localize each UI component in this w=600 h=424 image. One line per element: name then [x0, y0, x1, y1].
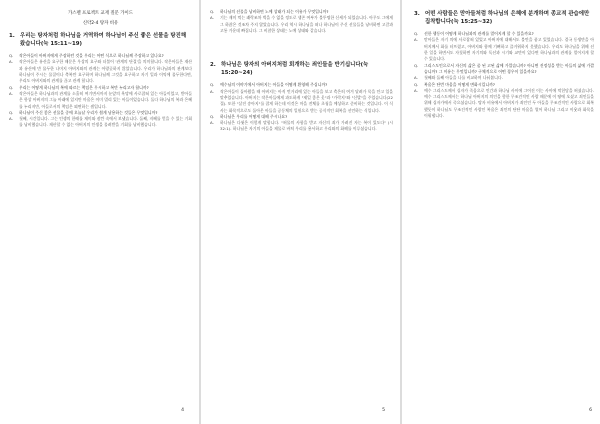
answer-text: 하나님은 다윗은 이렇게 말합니다. "허물의 사함을 받고 자신의 죄가 가려진 자는 복이 있도다" (시 32:1). 하나님은 자기의 아들을 제물로 바쳐 우리를 용서하고 우리와의 화해를 이루셨습니다.: [220, 120, 393, 132]
guide-title: 가스펠 프로젝트 교재 질문 가이드: [68, 11, 133, 16]
page-5-content: [210, 9, 393, 133]
question-text: 하나님은 우리를 어떻게 대해 주시나요?: [220, 113, 288, 119]
answer-item: [9, 116, 192, 129]
answer-marker: A.: [9, 90, 13, 96]
answer-item: [414, 88, 594, 119]
section-number: 3.: [414, 11, 420, 17]
question-text: 하나님의 선물을 낭비하면 노예 상태가 되는 이유가 무엇입니까?: [220, 9, 329, 14]
answer-item: [9, 91, 192, 110]
section-heading-2: [210, 62, 393, 77]
page-6: [402, 0, 600, 424]
answer-marker: A.: [210, 88, 214, 94]
page-6-content: [414, 9, 594, 119]
section-heading-3: [414, 11, 594, 26]
answer-text: 예수 그리스도께서 십자가 죽음으로 인간과 하나님 사이에 그어진 이는 사이에 막힌담을 허셨습니다. 예수 그리스도께서는 하나님 아버지의 의인을 향한 무조건적인 사랑 때문에 이 땅에 오셨고 죄인들을 위해 십자가에서 죽으셨습니다. 탕자 비유에서 아버지가 죄인인 두 아들을 무조건적인 사랑으로 회복했듯이 하나님도 무조건적인 사랑인 복음은 죄인의 단단 마음을 열어 하나님 그리고 이웃과 화목을 이뤄냅니다.: [424, 87, 594, 119]
question-text: 작은아들이 아버지에게 주장하던 것을 우리는 어떤 식으로 하나님께 주장하고 있나요?: [19, 53, 164, 59]
question-marker: Q.: [210, 113, 215, 119]
answer-marker: A.: [414, 87, 418, 93]
answer-text: 작은아들이 돌아왔을 때 아버지는 아직 먼거리에 있는 아들을 보고 측은히 여겨 달려가 목을 안고 입을 맞추었습니다. 아버지는 작은아들에게 과도하게 "제일 좋은 옷"과 "가락지"와 "신발"을 주었습니다(22절). 또한 "살진 송아지"를 잡게 하는데 이것은 마을 전체를 초청을 예상하고 준비하는 것입니다. 이 식사는 화목적으로도 돌아온 아들을 공동체의 일원으로 받는 공식적인 회복을 선언하는 식입니다.: [220, 88, 393, 113]
answer-item: [210, 15, 393, 34]
question-item: [414, 63, 594, 76]
answer-text: 기는 재미 먹는 쾌락조차 벅을 수 없을 정도로 생존 여부가 불투명한 신세가 되었습니다. 아무도 그에게 그 하찮은 것조차 주지 않았습니다. 우리 역시 하나님을 떠나 하나님이 주신 선물들을 낭비하면 고갈과 고통 가운데 빠집니다. 그 비참한 상태는 노예 상태와 같습니다.: [220, 15, 393, 33]
answer-item: [414, 37, 594, 62]
question-marker: Q.: [414, 81, 419, 87]
page-4-content: [9, 0, 192, 129]
page-5: [201, 0, 400, 424]
section-number: 1.: [9, 33, 15, 39]
section-title: 우리는 탕자처럼 하나님을 거역하여 하나님이 주신 좋은 선물을 탕진해 왔습니다(눅 15:11~19): [20, 33, 187, 47]
answer-item: [210, 120, 393, 133]
question-marker: Q.: [210, 9, 215, 14]
question-text: 예수님의 이야기에서 아버지는 아들을 어떻게 환영해 주십니까?: [220, 82, 328, 88]
answer-text: 작은아들은 하나님과의 관계를 소홀히 여기면서까지 눈앞의 욕망에 사로잡혀 있는 아들이었고, 받아들은 항상 아버지의 그늘 아래에 있지만 마음은 이미 멀리 있는 아들이었습니다. 둘다 하나님의 복과 은혜를 누리지만, 아들로서의 책임은 외면하는 셈입니다.: [19, 90, 192, 109]
answer-marker: A.: [210, 120, 214, 126]
answer-text: 맏아들은 자기 의에 사로잡혀 있었고 아버지에 대해서도 불만을 품고 있었습니다. 결국 동생만을 아버지께서 화를 터뜨렸고, 아버지와 함께 기뻐하고 즐거워하지 못했습니다. 우리도 하나님을 위해 선한 일을 하면서도 자칫하면 자기의와 독선과 시기와 교만이 있다면 하나님과의 관계를 멀어지게 할 수 있습니다.: [424, 37, 594, 62]
question-text: 하나님이 주신 좋은 선물을 중에 오늘날 우리가 쉽게 남용하는 것들은 무엇입니까?: [19, 109, 158, 115]
page-number: 4: [181, 408, 184, 413]
question-marker: Q.: [9, 53, 14, 59]
section-heading-1: [9, 33, 192, 48]
answer-marker: A.: [9, 59, 13, 65]
question-text: 복음은 단번 마음을 어떻게 변화시킵니까?: [424, 81, 495, 87]
answer-marker: A.: [414, 37, 418, 43]
section-number: 2.: [210, 62, 216, 69]
answer-text: 첫째, 시간입니다. 그는 인생의 한때를 재미와 잠깐 속에서 보냈습니다. 둘째, 지혜를 얻을 수 있는 기회를 낭비했습니다. 재산할 수 없는 아버지의 인생을 물려받을 기회를 낭비했습니다.: [19, 116, 192, 128]
question-marker: Q.: [9, 84, 14, 90]
lesson-title: 신약2-4 탕자 비유: [82, 21, 119, 26]
question-marker: Q.: [9, 109, 14, 115]
question-marker: Q.: [210, 82, 215, 88]
question-marker: Q.: [414, 31, 419, 37]
answer-marker: A.: [210, 15, 214, 21]
answer-text: 첫째와 둘째 아들을 나를 비교하며 나눠봅니다.: [424, 75, 503, 81]
page-number: 5: [382, 408, 385, 413]
answer-text: 작은아들은 유산을 요구한 때문은 우상의 요구와 더불어 '관계의 단절'을 의미합니다. 작은아들은 재산과 유산에 만 몰두한 나머지 아버지와의 관계는 아랑곳하지 않았습니다. 우리가 하나님과의 관계보다 하나님이 주시는 물질이나 축복만 요구하며 하나님께 그것을 요구하고 자기 일과 이익에 몰두한다면, 우리도 아버지와의 관계를 끊고 관계 합니다.: [19, 59, 192, 84]
answer-marker: A.: [9, 116, 13, 122]
page-4: [0, 0, 199, 424]
question-text: 그리스도인으로서 자신의 삶은 좀 된 고된 삶에 가깝습니까? 아니면 진정성을 받는 아들의 삶에 가깝습니까? 그 이유는 무엇입니까? 구체적으로 어떤 경우이 있을까요?: [424, 62, 594, 74]
section-title: 어떤 사람들은 맏아들처럼 하나님의 은혜에 분개하며 종교적 관습에만 집착합니다(눅 15:25~32): [425, 11, 590, 25]
answer-item: [9, 59, 192, 84]
question-marker: Q.: [414, 62, 419, 68]
page-number: 6: [589, 408, 592, 413]
question-text: 선한 행동이 어떻게 하나님과의 관계를 멀어지게 할 수 있을까요?: [424, 31, 534, 37]
answer-marker: A.: [414, 75, 418, 81]
question-text: 우리는 어떻게 하나님의 복에 따르는 책임은 무시하고 복만 누리고자 합니까?: [19, 84, 149, 90]
answer-item: [210, 89, 393, 114]
section-title: 하나님은 탕자의 아버지처럼 회개하는 죄인들을 반기십니다(눅 15:20~24): [221, 62, 369, 76]
